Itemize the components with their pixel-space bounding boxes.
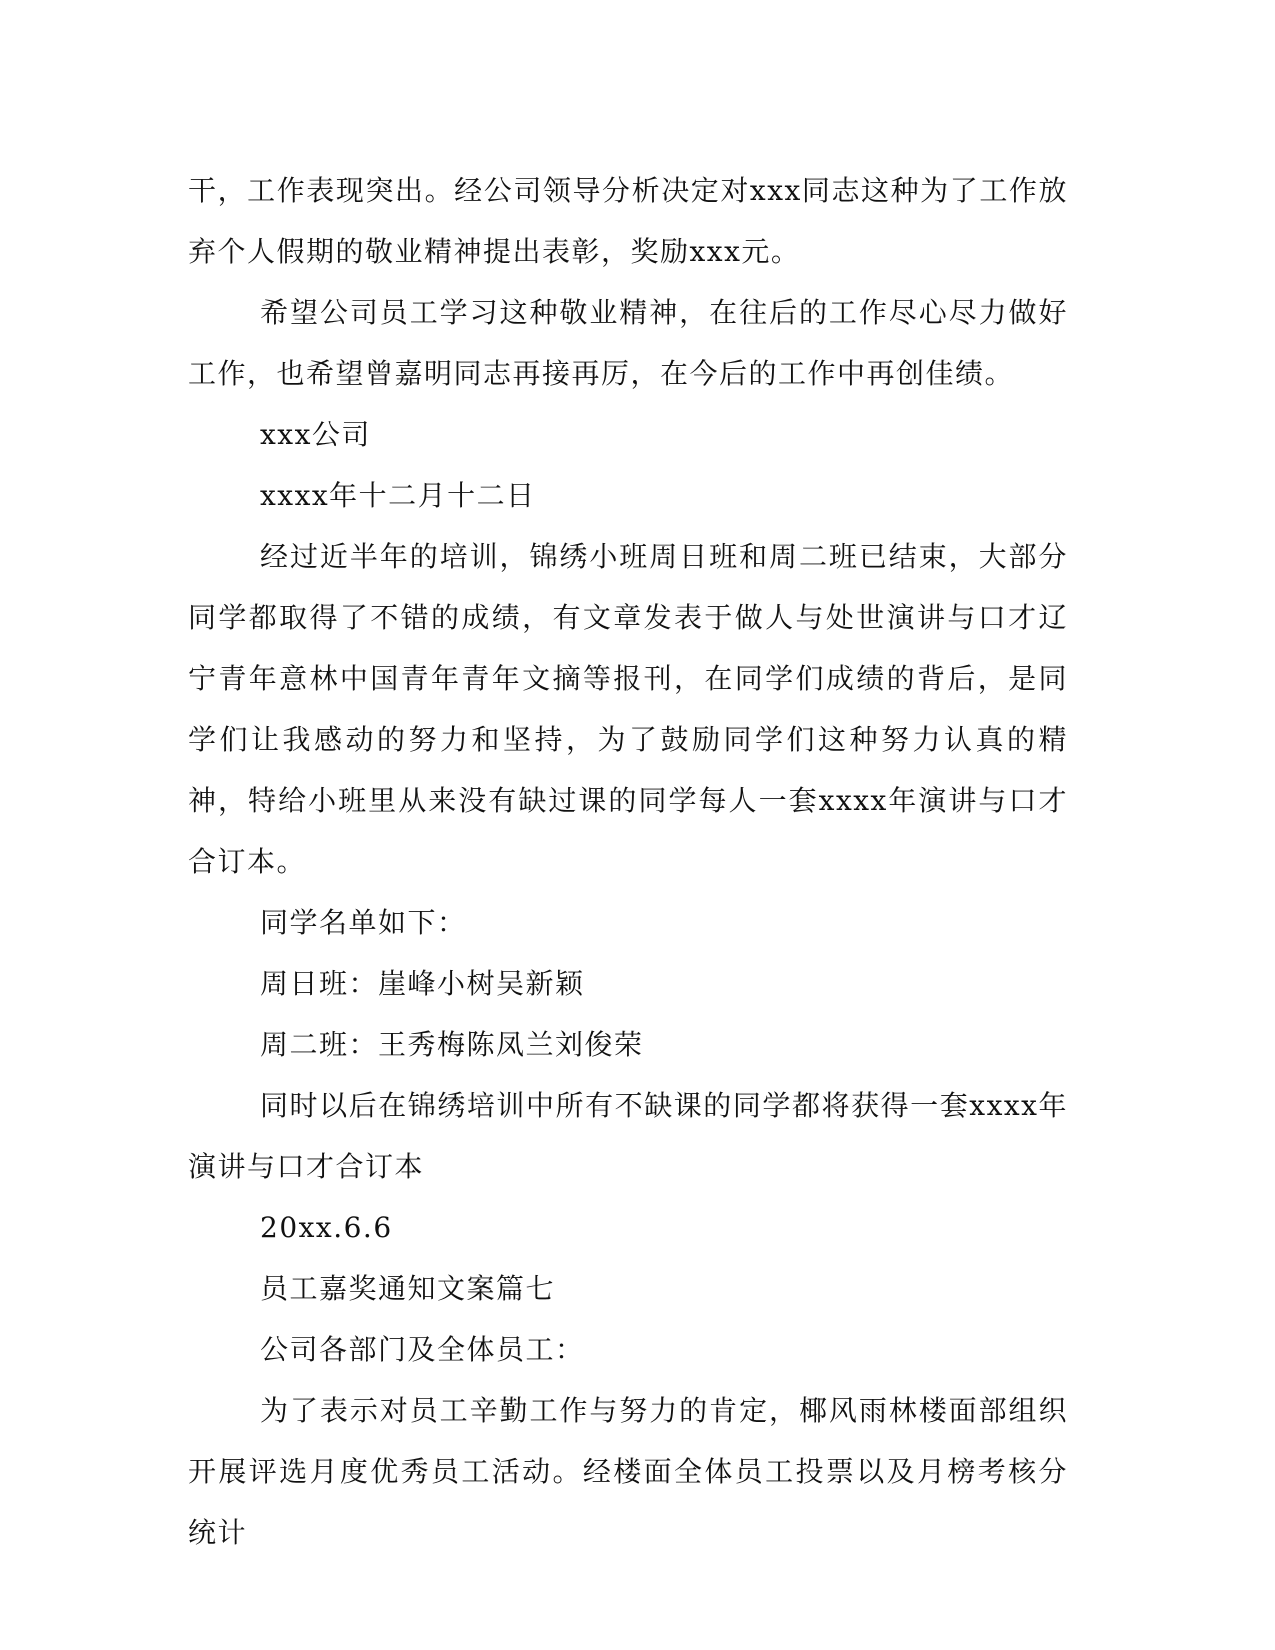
list-item-sunday-class: 周日班：崖峰小树吴新颖 [260, 967, 585, 1000]
list-heading: 同学名单如下： [260, 906, 467, 939]
paragraph-hope: 希望公司员工学习这种敬业精神，在往后的工作尽心尽力做好工作，也希望曾嘉明同志再接再厉，在今后的工作中再创佳绩。 [188, 296, 1068, 390]
section-title: 员工嘉奖通知文案篇七 [260, 1272, 556, 1305]
document-body [188, 160, 1068, 1563]
date-line: 20xx.6.6 [260, 1211, 393, 1244]
paragraph-monthly-award: 为了表示对员工辛勤工作与努力的肯定，椰风雨林楼面部组织开展评选月度优秀员工活动。经楼面全体员工投票以及月榜考核分统计 [188, 1394, 1068, 1549]
paragraph-award-decision: 干，工作表现突出。经公司领导分析决定对xxx同志这种为了工作放弃个人假期的敬业精神提出表彰，奖励xxx元。 [188, 174, 1068, 268]
list-item-tuesday-class: 周二班：王秀梅陈凤兰刘俊荣 [260, 1028, 644, 1061]
signature-company: xxx公司 [260, 418, 371, 451]
signature-date: xxxx年十二月十二日 [260, 479, 536, 512]
paragraph-training: 经过近半年的培训，锦绣小班周日班和周二班已结束，大部分同学都取得了不错的成绩，有文章发表于做人与处世演讲与口才辽宁青年意林中国青年青年文摘等报刊，在同学们成绩的背后，是同学们让我感动的努力和坚持，为了鼓励同学们这种努力认真的精神，特给小班里从来没有缺过课的同学每人一套xxxx年演讲与口才合订本。 [188, 540, 1068, 878]
salutation: 公司各部门及全体员工： [260, 1333, 585, 1366]
paragraph-future-award: 同时以后在锦绣培训中所有不缺课的同学都将获得一套xxxx年演讲与口才合订本 [188, 1089, 1068, 1183]
